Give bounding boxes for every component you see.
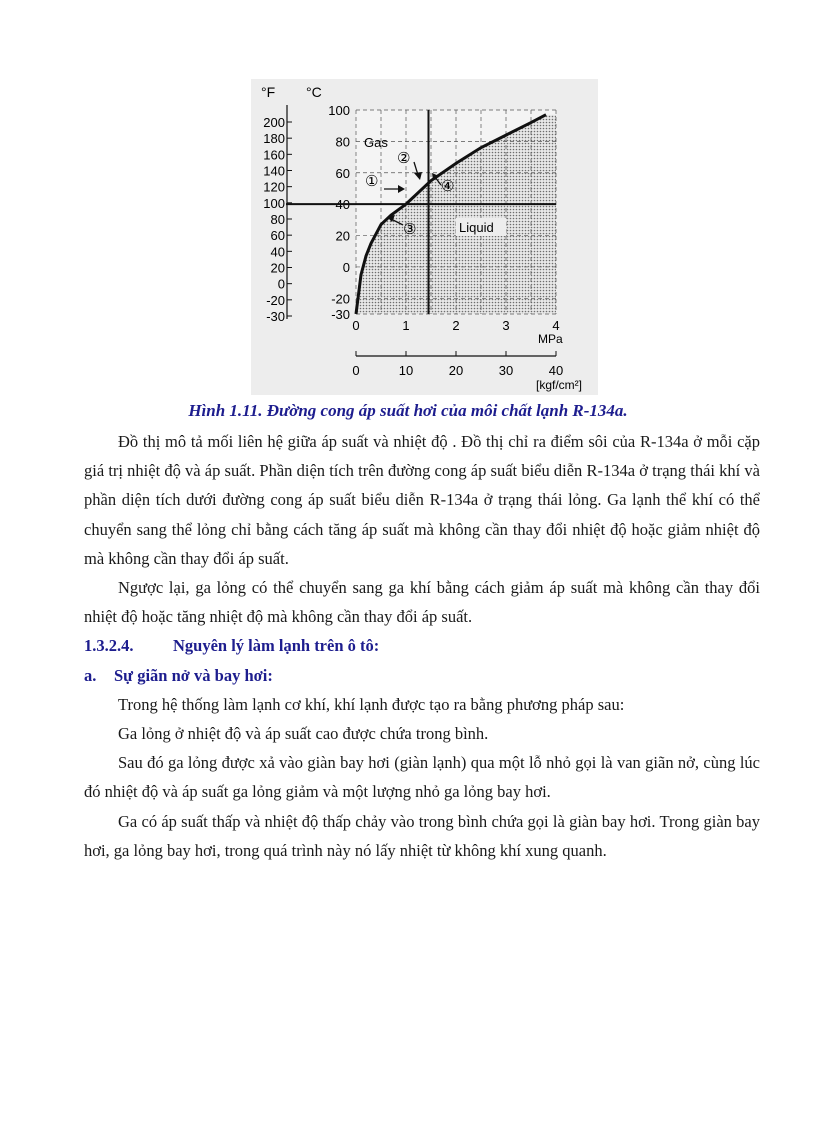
celsius-tick-label: 60 [335, 165, 350, 181]
section-title: Nguyên lý làm lạnh trên ô tô: [173, 636, 380, 656]
mpa-tick-label: 2 [452, 318, 460, 333]
fahrenheit-tick-label: 20 [270, 260, 285, 276]
liquid-region-label: Liquid [459, 220, 494, 235]
fahrenheit-tick-label: 200 [263, 115, 285, 130]
figure-caption: Hình 1.11. Đường cong áp suất hơi của môi chất lạnh R-134a. [188, 401, 628, 420]
kgf-unit-label: [kgf/cm²] [536, 378, 583, 392]
celsius-tick-label: 0 [342, 259, 350, 275]
fahrenheit-unit-label: °F [261, 84, 276, 100]
kgf-tick-label: 10 [398, 363, 414, 378]
kgf-tick-label: 40 [548, 363, 564, 378]
section-number: 1.3.2.4. [84, 636, 134, 656]
fahrenheit-tick-label: 60 [270, 228, 285, 244]
fahrenheit-tick-label: 80 [270, 212, 285, 227]
marker-1: ① [365, 172, 379, 190]
paragraph-expansion-valve: Sau đó ga lỏng được xả vào giàn bay hơi (giàn lạnh) qua một lỗ nhỏ gọi là van giãn nở, cùng lúc đó nhiệt độ và áp suất ga lỏng giảm và một lượng nhỏ ga lỏng bay hơi. [84, 753, 760, 802]
mpa-tick-label: 1 [402, 318, 410, 333]
mpa-tick-label: 0 [352, 318, 360, 333]
body-text [84, 427, 760, 865]
kgf-tick-label: 30 [498, 363, 514, 378]
subsection-heading [84, 661, 760, 690]
fahrenheit-tick-label: 100 [263, 195, 285, 211]
fahrenheit-tick-label: 140 [263, 163, 285, 179]
mpa-unit-label: MPa [538, 332, 563, 346]
paragraph-liquid-storage: Ga lỏng ở nhiệt độ và áp suất cao được chứa trong bình. [118, 724, 489, 744]
mpa-tick-label: 4 [552, 318, 560, 333]
mpa-tick-label: 3 [502, 318, 510, 333]
paragraph-graph-description: Đồ thị mô tả mối liên hệ giữa áp suất và nhiệt độ . Đồ thị chỉ ra điểm sôi của R-134a ở mỗi cặp giá trị nhiệt độ và áp suất. Phần diện tích trên đường cong áp suất biểu diễn R-134a ở trạng thái khí và phần diện tích dưới đường cong áp suất biểu diễn R-134a ở trạng thái lỏng. Ga lạnh thể khí có thể chuyển sang thể lỏng chỉ bằng cách tăng áp suất mà không cần thay đổi nhiệt độ hoặc giảm nhiệt độ mà không cần thay đổi áp suất. [84, 432, 760, 568]
fahrenheit-tick-label: 40 [270, 244, 285, 260]
marker-2: ② [397, 149, 411, 167]
celsius-tick-label: -30 [331, 307, 350, 322]
fahrenheit-tick-label: 120 [263, 179, 285, 195]
celsius-tick-label: 100 [328, 103, 350, 118]
celsius-tick-label: 20 [335, 228, 350, 244]
subsection-number: a. [84, 665, 97, 685]
marker-4: ④ [441, 177, 455, 195]
paragraph-method-intro: Trong hệ thống làm lạnh cơ khí, khí lạnh được tạo ra bằng phương pháp sau: [118, 694, 625, 714]
kgf-tick-label: 0 [352, 363, 360, 378]
kgf-tick-label: 20 [448, 363, 464, 378]
fahrenheit-tick-label: 160 [263, 147, 285, 163]
paragraph-evaporator: Ga có áp suất thấp và nhiệt độ thấp chảy vào trong bình chứa gọi là giàn bay hơi. Trong giàn bay hơi, ga lỏng bay hơi, trong quá trình này nó lấy nhiệt từ không khí xung quanh. [84, 811, 760, 860]
marker-3: ③ [403, 220, 417, 238]
fahrenheit-tick-label: 180 [263, 131, 285, 147]
gas-region-label: Gas [364, 135, 388, 150]
subsection-title: Sự giãn nở và bay hơi: [114, 665, 273, 685]
fahrenheit-tick-label: -20 [266, 292, 285, 308]
vapor-pressure-chart [251, 79, 598, 395]
section-heading [84, 631, 760, 660]
vapor-pressure-figure [251, 79, 598, 395]
celsius-tick-label: 40 [335, 197, 350, 213]
celsius-unit-label: °C [306, 84, 322, 100]
fahrenheit-tick-label: -30 [266, 309, 285, 324]
celsius-tick-label: 80 [335, 134, 350, 150]
fahrenheit-tick-label: 0 [277, 276, 285, 292]
celsius-tick-label: -20 [331, 291, 350, 307]
paragraph-reverse-process: Ngược lại, ga lỏng có thể chuyển sang ga khí bằng cách giảm áp suất mà không cần thay đổi nhiệt độ hoặc tăng nhiệt độ mà không cần thay đổi áp suất. [84, 578, 760, 627]
